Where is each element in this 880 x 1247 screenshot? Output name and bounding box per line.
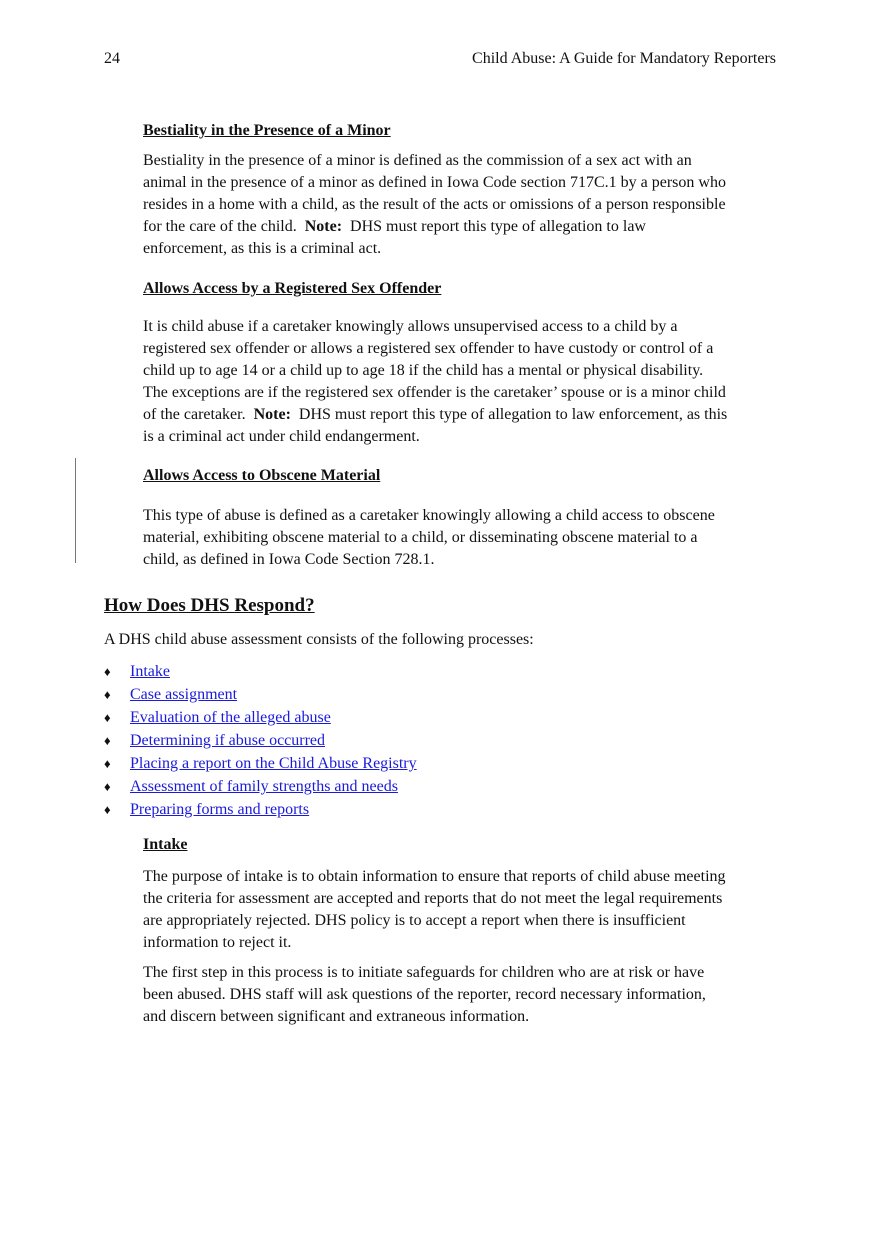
diamond-bullet-icon: ♦ <box>104 756 111 771</box>
text-line: animal in the presence of a minor as defined in Iowa Code section 717C.1 by a person who <box>143 174 726 191</box>
link-registry[interactable]: Placing a report on the Child Abuse Registry <box>130 755 417 772</box>
text-line: the criteria for assessment are accepted and reports that do not meet the legal requirements <box>143 890 723 907</box>
diamond-bullet-icon: ♦ <box>104 779 111 794</box>
text-line: information to reject it. <box>143 934 292 951</box>
text-line: The exceptions are if the registered sex offender is the caretaker’ spouse or is a minor child <box>143 384 726 401</box>
text-line: It is child abuse if a caretaker knowingly allows unsupervised access to a child by a <box>143 318 678 335</box>
diamond-bullet-icon: ♦ <box>104 710 111 725</box>
text: DHS must report this type of allegation to law enforcement, as this <box>290 406 728 423</box>
paragraph-intake-1 <box>143 866 726 954</box>
list-item <box>104 706 417 729</box>
list-item <box>104 775 417 798</box>
heading-bestiality: Bestiality in the Presence of a Minor <box>143 122 391 139</box>
text-line: child, as defined in Iowa Code Section 728.1. <box>143 551 435 568</box>
heading-intake: Intake <box>143 836 188 853</box>
text-line: registered sex offender or allows a registered sex offender to have custody or control of a <box>143 340 714 357</box>
text-line <box>143 404 727 426</box>
paragraph-bestiality <box>143 150 726 260</box>
text-line: Bestiality in the presence of a minor is defined as the commission of a sex act with an <box>143 152 692 169</box>
list-item <box>104 729 417 752</box>
text-line: been abused. DHS staff will ask questions of the reporter, record necessary information, <box>143 986 706 1003</box>
diamond-bullet-icon: ♦ <box>104 664 111 679</box>
text-line: is a criminal act under child endangerment. <box>143 428 420 445</box>
link-determining[interactable]: Determining if abuse occurred <box>130 732 326 749</box>
link-case-assignment[interactable]: Case assignment <box>130 686 238 703</box>
text: for the care of the child. <box>143 218 305 235</box>
diamond-bullet-icon: ♦ <box>104 802 111 817</box>
text-line: and discern between significant and extraneous information. <box>143 1008 530 1025</box>
text-line: This type of abuse is defined as a caretaker knowingly allowing a child access to obscene <box>143 507 715 524</box>
paragraph-intake-2 <box>143 962 706 1028</box>
link-intake[interactable]: Intake <box>130 663 170 680</box>
heading-how-dhs-responds: How Does DHS Respond? <box>104 595 315 616</box>
text-line: The first step in this process is to initiate safeguards for children who are at risk or have <box>143 964 705 981</box>
process-list <box>104 660 417 821</box>
paragraph-registered-offender <box>143 316 727 448</box>
text-line: are appropriately rejected. DHS policy is to accept a report when there is insufficient <box>143 912 686 929</box>
text-line <box>143 216 726 238</box>
heading-obscene-material: Allows Access to Obscene Material <box>143 467 381 484</box>
text-line: The purpose of intake is to obtain information to ensure that reports of child abuse meeting <box>143 868 726 885</box>
list-item <box>104 683 417 706</box>
text-line: resides in a home with a child, as the result of the acts or omissions of a person responsible <box>143 196 726 213</box>
diamond-bullet-icon: ♦ <box>104 687 111 702</box>
page-number: 24 <box>104 50 120 67</box>
diamond-bullet-icon: ♦ <box>104 733 111 748</box>
running-header: Child Abuse: A Guide for Mandatory Reporters <box>472 50 776 67</box>
list-item <box>104 798 417 821</box>
link-forms-reports[interactable]: Preparing forms and reports <box>130 801 310 818</box>
heading-registered-offender: Allows Access by a Registered Sex Offender <box>143 280 442 297</box>
paragraph-obscene-material <box>143 505 715 571</box>
text-line: enforcement, as this is a criminal act. <box>143 240 382 257</box>
note-label: Note: <box>304 218 343 235</box>
link-evaluation[interactable]: Evaluation of the alleged abuse <box>130 709 331 726</box>
link-assessment[interactable]: Assessment of family strengths and needs <box>130 778 398 795</box>
text-line: child up to age 14 or a child up to age 18 if the child has a mental or physical disability. <box>143 362 704 379</box>
change-bar <box>75 458 76 563</box>
list-item <box>104 660 417 683</box>
intro-text: A DHS child abuse assessment consists of the following processes: <box>104 631 534 648</box>
list-item <box>104 752 417 775</box>
text-line: material, exhibiting obscene material to a child, or disseminating obscene material to a <box>143 529 698 546</box>
note-label: Note: <box>253 406 291 423</box>
text: of the caretaker. <box>143 406 254 423</box>
text: DHS must report this type of allegation to law <box>342 218 646 235</box>
